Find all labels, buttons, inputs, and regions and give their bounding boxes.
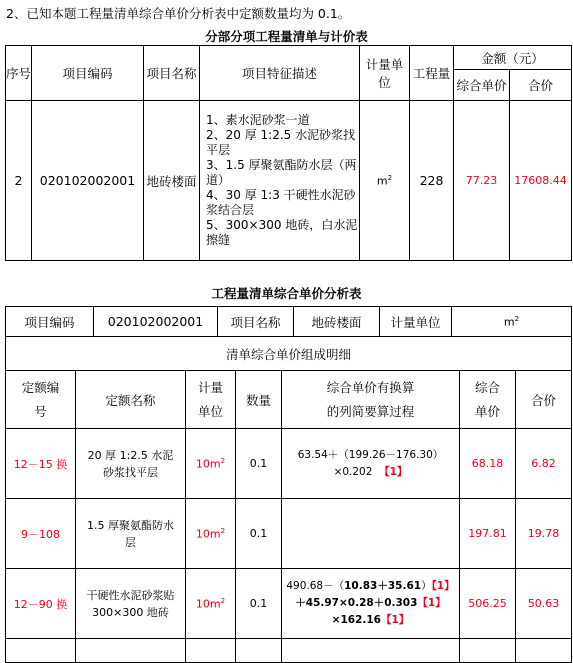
cell-calc: 63.54＋（199.26－176.30） ×0.202 【1】 bbox=[282, 429, 460, 499]
cell-unit: $10m^2$ bbox=[186, 429, 236, 499]
cell-unit-price: 506.25 bbox=[460, 569, 516, 639]
cell-total: 19.78 bbox=[516, 499, 572, 569]
cell-calc: 490.68－（10.83＋35.61）【1】 ＋45.97×0.28＋0.303【1】 ×162.16【1】 bbox=[282, 569, 460, 639]
empty-cell bbox=[76, 639, 186, 663]
cell-seq: 2 bbox=[6, 101, 32, 261]
info-code-value: 020102002001 bbox=[94, 307, 218, 337]
cell-total: 17608.44 bbox=[510, 101, 572, 261]
header-qty: 数量 bbox=[236, 371, 282, 429]
header-seq: 序号 bbox=[6, 46, 32, 101]
header-unit: 计量单位 bbox=[360, 46, 410, 101]
header-calc: 综合单价有换算的列简要算过程 bbox=[282, 371, 460, 429]
cell-total: 6.82 bbox=[516, 429, 572, 499]
table-row bbox=[6, 569, 572, 639]
table2-title: 工程量清单综合单价分析表 bbox=[211, 286, 362, 301]
problem-note: 2、已知本题工程量清单综合单价分析表中定额数量均为 0.1。 bbox=[6, 6, 351, 21]
bill-of-quantities-table bbox=[5, 45, 572, 261]
cell-name: 地砖楼面 bbox=[144, 101, 200, 261]
header-unit-price: 综合单价 bbox=[460, 371, 516, 429]
header-name: 项目名称 bbox=[144, 46, 200, 101]
cell-qty: 228 bbox=[410, 101, 454, 261]
header-quota-no: 定额编号 bbox=[6, 371, 76, 429]
cell-unit: $10m^2$ bbox=[186, 499, 236, 569]
empty-cell bbox=[516, 639, 572, 663]
cell-calc bbox=[282, 499, 460, 569]
cell-quota-no: 12－15 换 bbox=[6, 429, 76, 499]
header-quota-name: 定额名称 bbox=[76, 371, 186, 429]
table-row bbox=[6, 101, 572, 261]
cell-quota-name: 20 厚 1:2.5 水泥砂浆找平层 bbox=[76, 429, 186, 499]
info-code-label: 项目编码 bbox=[6, 307, 94, 337]
cell-desc bbox=[200, 101, 360, 261]
empty-cell bbox=[236, 639, 282, 663]
desc-line: 2、20 厚 1:2.5 水泥砂浆找平层 bbox=[206, 128, 356, 157]
info-unit-label: 计量单位 bbox=[380, 307, 452, 337]
desc-line: 3、1.5 厚聚氨酯防水层（两道） bbox=[206, 158, 357, 187]
table-row bbox=[6, 639, 572, 663]
table1-title: 分部分项工程量清单与计价表 bbox=[205, 29, 368, 44]
cell-quota-name: 干硬性水泥砂浆贴 300×300 地砖 bbox=[76, 569, 186, 639]
table-row bbox=[6, 429, 572, 499]
cell-total: 50.63 bbox=[516, 569, 572, 639]
section-title: 清单综合单价组成明细 bbox=[6, 337, 572, 371]
header-code: 项目编码 bbox=[32, 46, 144, 101]
cell-code: 020102002001 bbox=[32, 101, 144, 261]
desc-line: 5、300×300 地砖，白水泥擦缝 bbox=[206, 218, 358, 247]
cell-unit-price: 77.23 bbox=[454, 101, 510, 261]
unit-price-info-table bbox=[5, 306, 572, 337]
header-qty: 工程量 bbox=[410, 46, 454, 101]
cell-unit: $10m^2$ bbox=[186, 569, 236, 639]
cell-unit-price: 197.81 bbox=[460, 499, 516, 569]
unit-price-analysis-table bbox=[5, 336, 572, 663]
cell-quota-no: 9－108 bbox=[6, 499, 76, 569]
info-name-label: 项目名称 bbox=[218, 307, 294, 337]
cell-unit: $m^2$ bbox=[360, 101, 410, 261]
cell-qty: 0.1 bbox=[236, 499, 282, 569]
header-total: 合价 bbox=[510, 70, 572, 101]
header-unit: 计量单位 bbox=[186, 371, 236, 429]
info-name-value: 地砖楼面 bbox=[294, 307, 380, 337]
desc-line: 4、30 厚 1:3 干硬性水泥砂浆结合层 bbox=[206, 188, 356, 217]
table-row bbox=[6, 499, 572, 569]
cell-qty: 0.1 bbox=[236, 569, 282, 639]
header-total: 合价 bbox=[516, 371, 572, 429]
header-unit-price: 综合单价 bbox=[454, 70, 510, 101]
cell-quota-name: 1.5 厚聚氨酯防水层 bbox=[76, 499, 186, 569]
cell-quota-no: 12－90 换 bbox=[6, 569, 76, 639]
empty-cell bbox=[186, 639, 236, 663]
empty-cell bbox=[282, 639, 460, 663]
empty-cell bbox=[460, 639, 516, 663]
desc-line: 1、素水泥砂浆一道 bbox=[206, 113, 310, 127]
header-amount: 金额（元） bbox=[454, 46, 572, 70]
info-unit-value: $m^2$ bbox=[452, 307, 572, 337]
cell-unit-price: 68.18 bbox=[460, 429, 516, 499]
empty-cell bbox=[6, 639, 76, 663]
header-desc: 项目特征描述 bbox=[200, 46, 360, 101]
cell-qty: 0.1 bbox=[236, 429, 282, 499]
